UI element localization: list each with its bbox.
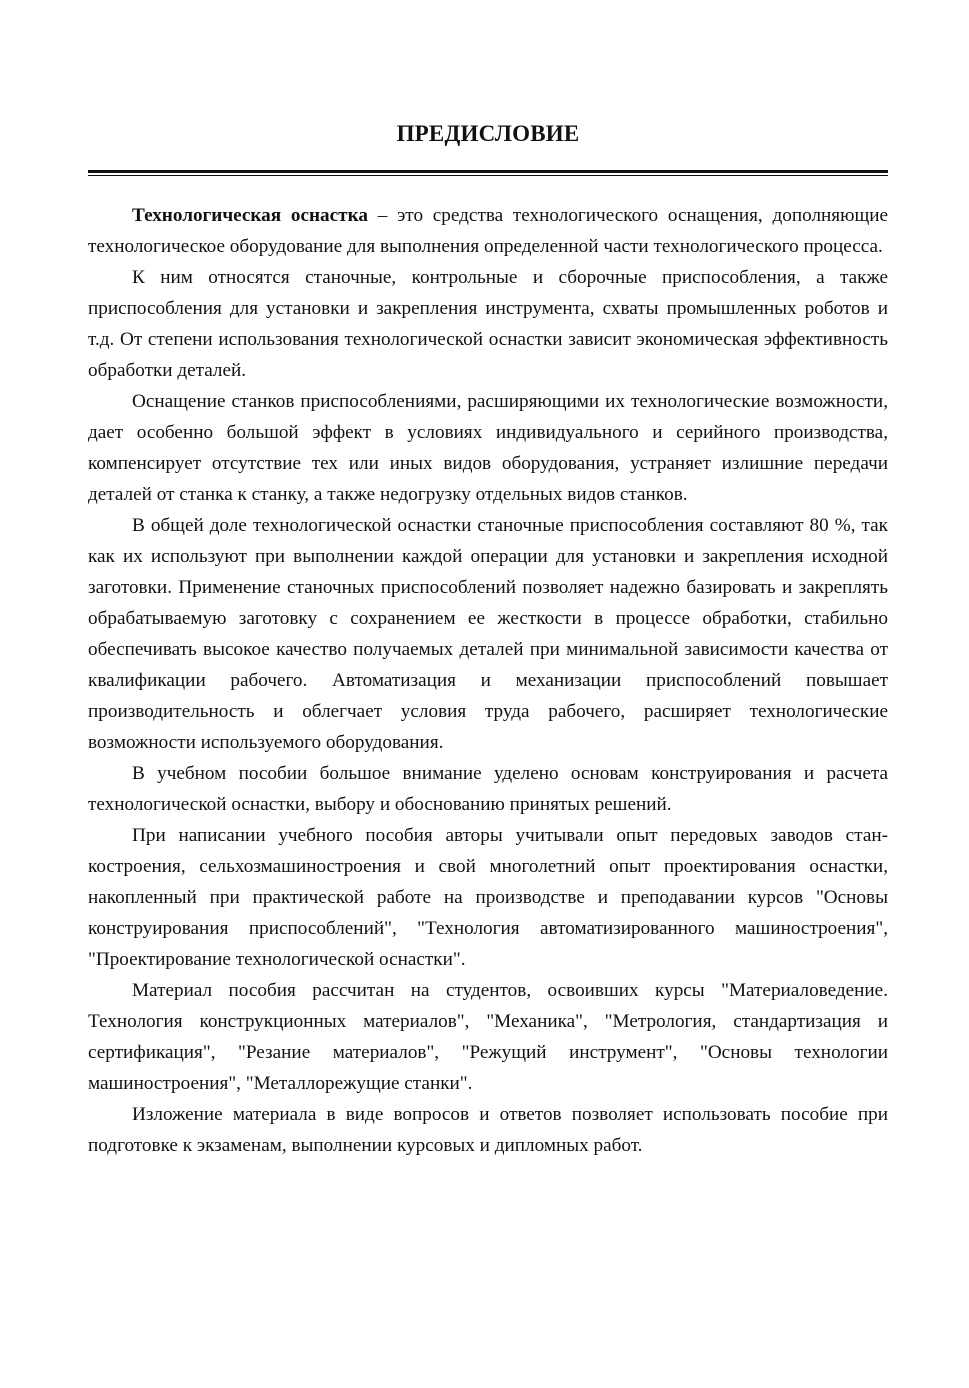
title-divider xyxy=(88,170,888,176)
document-body xyxy=(88,200,888,1161)
paragraph-2: К ним относятся станочные, контрольные и сборочные приспособления, а также приспособления для установки и закрепления инструмента, схваты промышленных роботов и т.д. От степени использования технологической оснастки зависит экономическая эффективность обработки деталей. xyxy=(88,267,888,381)
paragraph-1-text: – это средства технологического оснащения, дополняющие технологическое оборудование для выполнения определенной части технологического процесса. xyxy=(88,205,889,257)
page-title: ПРЕДИСЛОВИЕ xyxy=(396,121,580,146)
paragraph-1 xyxy=(88,200,888,262)
paragraph-8: Изложение материала в виде вопросов и ответов позволяет использовать пособие при подготовке к экзаменам, выполнении курсовых и дипломных работ. xyxy=(88,1104,888,1156)
document-page xyxy=(88,0,888,1161)
paragraph-4: В общей доле технологической оснастки станочные приспособления составляют 80 %, так как их используют при выполнении каждой операции для установки и закрепления исходной заготовки. Применение станочных приспособлений позволяет надежно базировать и закреплять обрабатываемую заготовку с сохранением ее жесткости в процессе обработки, стабильно обеспечивать высокое качество получаемых деталей при минимальной зависимости качества от квалификации рабочего. Автоматизация и механизации приспособлений повышает производительность и облегчает условия труда рабочего, расширяет технологические возможности используемого оборудования. xyxy=(88,515,888,753)
paragraph-7: Материал пособия рассчитан на студентов, освоивших курсы "Материаловедение. Технология конструкционных материалов", "Механика", "Метрология, стандартизация и сертификация", "Резание материалов", "Режущий инструмент", "Основы технологии машиностроения", "Металлорежущие станки". xyxy=(88,980,888,1094)
paragraph-1-lead-term: Технологическая оснастка xyxy=(132,205,368,226)
paragraph-5: В учебном пособии большое внимание уделено основам конструирования и расчета технологической оснастки, выбору и обоснованию принятых решений. xyxy=(88,763,888,815)
paragraph-3: Оснащение станков приспособлениями, расширяющими их технологические возможности, дает особенно большой эффект в условиях индивидуального и серийного производства, компенсирует отсутствие тех или иных видов оборудования, устраняет излишние передачи деталей от станка к станку, а также недогрузку отдельных видов станков. xyxy=(88,391,888,505)
paragraph-6: При написании учебного пособия авторы учитывали опыт передовых заводов станкостроения, сельхозмашиностроения и свой многолетний опыт проектирования оснастки, накопленный при практической работе на производстве и преподавании курсов "Основы конструирования приспособлений", "Технология автоматизированного машиностроения", "Проектирование технологической оснастки". xyxy=(88,825,888,970)
